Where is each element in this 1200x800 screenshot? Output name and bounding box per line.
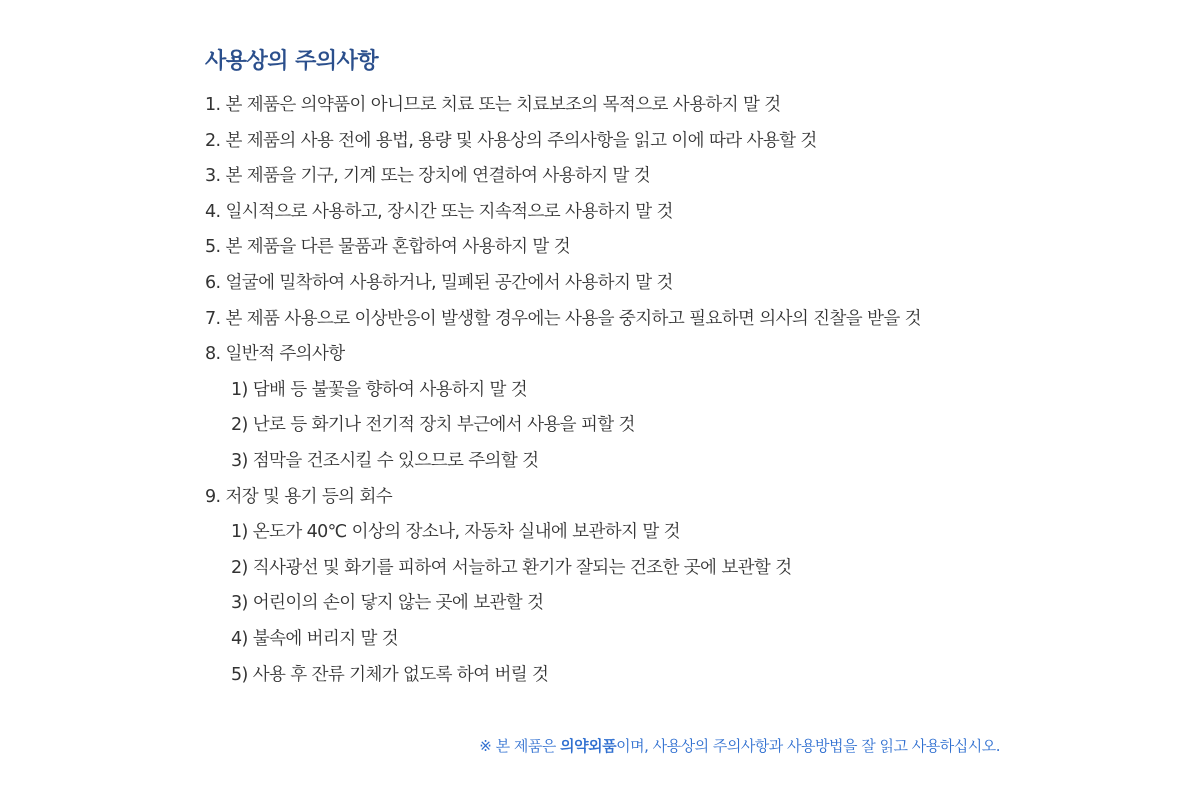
list-item: 7. 본 제품 사용으로 이상반응이 발생할 경우에는 사용을 중지하고 필요하면 의사의 진찰을 받을 것 [205,308,921,329]
list-item: 5. 본 제품을 다른 물품과 혼합하여 사용하지 말 것 [205,237,570,258]
sub-list-item: 1) 담배 등 불꽃을 향하여 사용하지 말 것 [231,379,528,400]
list-item: 8. 일반적 주의사항 [205,344,345,365]
sub-list-item: 3) 어린이의 손이 닿지 않는 곳에 보관할 것 [231,593,544,614]
footnote-suffix: 이며, 사용상의 주의사항과 사용방법을 잘 읽고 사용하십시오. [616,737,1000,755]
footnote-prefix: ※ 본 제품은 [479,737,561,755]
list-item: 3. 본 제품을 기구, 기계 또는 장치에 연결하여 사용하지 말 것 [205,166,651,187]
list-item: 6. 얼굴에 밀착하여 사용하거나, 밀폐된 공간에서 사용하지 말 것 [205,272,673,293]
list-item: 1. 본 제품은 의약품이 아니므로 치료 또는 치료보조의 목적으로 사용하지 말 것 [205,95,781,115]
precautions-section [205,45,1105,693]
list-item: 9. 저장 및 용기 등의 회수 [205,486,393,507]
sub-list-item: 5) 사용 후 잔류 기체가 없도록 하여 버릴 것 [231,664,549,685]
sub-list-item: 4) 불속에 버리지 말 것 [231,628,399,649]
section-title: 사용상의 주의사항 [205,49,379,74]
sub-list-item: 2) 난로 등 화기나 전기적 장치 부근에서 사용을 피할 것 [231,415,635,436]
precautions-list [205,88,1105,693]
sub-list-item: 3) 점막을 건조시킬 수 있으므로 주의할 것 [231,450,539,471]
list-item: 2. 본 제품의 사용 전에 용법, 용량 및 사용상의 주의사항을 읽고 이에 따라 사용할 것 [205,130,817,151]
footnote [479,734,1000,758]
sub-list-item: 2) 직사광선 및 화기를 피하여 서늘하고 환기가 잘되는 건조한 곳에 보관할 것 [231,557,792,578]
list-item: 4. 일시적으로 사용하고, 장시간 또는 지속적으로 사용하지 말 것 [205,201,673,222]
sub-list-item: 1) 온도가 40℃ 이상의 장소나, 자동차 실내에 보관하지 말 것 [231,522,680,543]
footnote-emphasis: 의약외품 [560,737,617,755]
